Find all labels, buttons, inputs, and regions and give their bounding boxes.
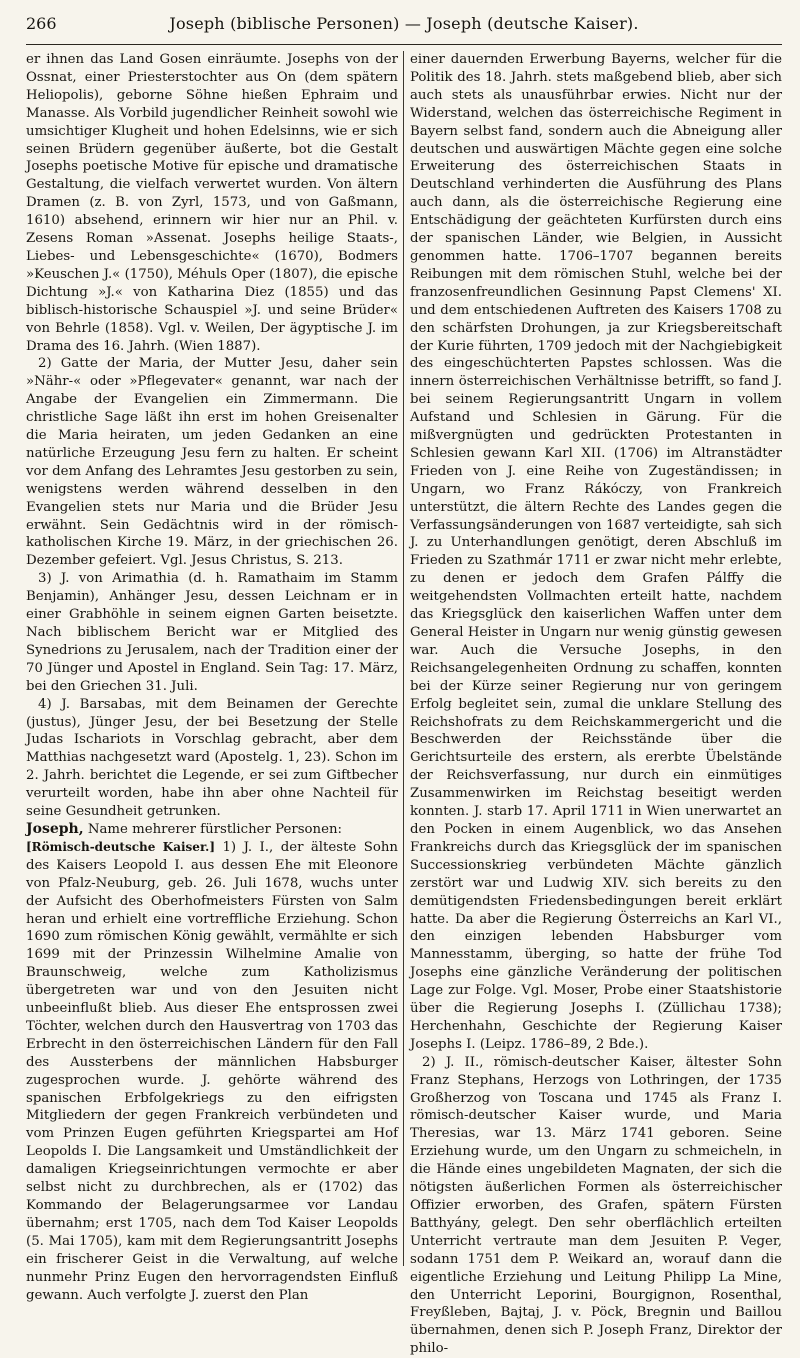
two-column-body — [26, 51, 782, 1357]
paragraph-joseph-2: 2) Gatte der Maria, der Mutter Jesu, daher sein »Nähr-« oder »Pflegevater« genannt, war nach der Angabe der Evangelien ein Zimmermann. Die christliche Sage läßt ihn erst im hohen Greisenalter die Maria heiraten, um jeden Gedanken an eine natürliche Erzeugung Jesu fern zu halten. Er scheint vor dem Anfang des Lehramtes Jesu gestorben zu sein, wenigstens werden während desselben in den Evangelien stets nur Maria und die Brüder Jesu erwähnt. Sein Gedächtnis wird in der römisch-katholischen Kirche 19. März, in der griechischen 26. Dezember gefeiert. Vgl. Jesus Christus, S. 213. — [26, 356, 398, 569]
paragraph-joseph-3: 3) J. von Arimathia (d. h. Ramathaim im Stamm Benjamin), Anhänger Jesu, dessen Leichnam er in einer Grabhöhle in seinem eignen Garten beisetzte. Nach biblischem Bericht war er Mitglied des Synedrions zu Jerusalem, nach der Tradition einer der 70 Jünger und Apostel in England. Sein Tag: 17. März, bei den Griechen 31. Juli. — [26, 571, 398, 694]
entry-heading-rest: Name mehrerer fürstlicher Personen: — [83, 821, 343, 837]
left-column — [26, 51, 403, 1303]
joseph-i-text: 1) J. I., der älteste Sohn des Kaisers Leopold I. aus dessen Ehe mit Eleonore von Pfalz-Neuburg, geb. 26. Juli 1678, wuchs unter der Aufsicht des Oberhofmeisters Fürsten von Salm heran und erhielt eine vortreffliche Erziehung. Schon 1690 zum römischen König gewählt, vermählte er sich 1699 mit der Prinzessin Wilhelmine Amalie von Braunschweig, welche zum Katholizismus übergetreten war und von den Jesuiten nicht unbeeinflußt blieb. Aus dieser Ehe entsprossen zwei Töchter, welchen durch den Hausvertrag von 1703 das Erbrecht in den österreichischen Ländern für den Fall des Aussterbens der männlichen Habsburger zugesprochen wurde. J. gehörte während des spanischen Erbfolgekriegs zu den eifrigsten Mitgliedern der gegen Frankreich verbündeten und vom Prinzen Eugen geführten Kriegspartei am Hof Leopolds I. Die Langsamkeit und Umständlichkeit der damaligen Kriegseinrichtungen vermochte er aber selbst nicht zu durchbrechen, als er (1702) das Kommando der Belagerungsarmee vor Landau übernahm; erst 1705, nach dem Tod Kaiser Leopolds (5. Mai 1705), kam mit dem Regierungsantritt Josephs ein frischerer Geist in die Verwaltung, auf welche nunmehr Prinz Eugen den hervorragendsten Einfluß gewann. Auch verfolgte J. zuerst den Plan — [26, 839, 398, 1303]
section-subhead: [Römisch-deutsche Kaiser.] — [26, 839, 216, 854]
running-head: Joseph (biblische Personen) — Joseph (deutsche Kaiser). — [169, 14, 639, 33]
entry-headword: Joseph, — [26, 820, 84, 837]
page-header — [26, 14, 782, 45]
paragraph-joseph-1-continued: er ihnen das Land Gosen einräumte. Josephs von der Ossnat, einer Priesterstochter aus On (dem spätern Heliopolis), geborne Söhne hießen Ephraim und Manasse. Als Vorbild jugendlicher Reinheit sowohl wie umsichtiger Klugheit und hohen Edelsinns, wie er sich seinen Brüdern gegenüber äußerte, bot die Gestalt Josephs poetische Motive für epische und dramatische Gestaltung, die vielfach verwertet wurden. Von ältern Dramen (z. B. von Zyrl, 1573, und von Gaßmann, 1610) absehend, erinnern wir hier nur an Phil. v. Zesens Roman »Assenat. Josephs heilige Staats-, Liebes- und Lebensgeschichte« (1670), Bodmers »Keuschen J.« (1750), Méhuls Oper (1807), die epische Dichtung »J.« von Katharina Diez (1855) und das biblisch-historische Schauspiel »J. und seine Brüder« von Behrle (1858). Vgl. v. Weilen, Der ägyptische J. im Drama des 16. Jahrh. (Wien 1887). — [26, 52, 398, 354]
paragraph-joseph-ii: 2) J. II., römisch-deutscher Kaiser, ältester Sohn Franz Stephans, Herzogs von Lothringen, der 1735 Großherzog von Toscana und 1745 als Franz I. römisch-deutscher Kaiser wurde, und Maria Theresias, war 13. März 1741 geboren. Seine Erziehung wurde, um den Ungarn zu schmeicheln, in die Hände eines ungebildeten Magnaten, der sich die nötigsten äußerlichen Formen als österreichischer Offizier erworben, des Grafen, spätern Fürsten Batthyány, gelegt. Den sehr oberflächlich erteilten Unterricht vertraute man dem Jesuiten P. Veger, sodann 1751 dem P. Weikard an, worauf dann die eigentliche Erziehung und Leitung Philipp La Mine, den Unterricht Leporini, Bourgignon, Rosenthal, Freyßleben, Bajtaj, J. v. Pöck, Bregnin und Baillou übernahmen, denen sich P. Joseph Franz, Direktor der philo- — [410, 1054, 782, 1357]
entry-joseph-persons — [26, 821, 398, 839]
page-number: 266 — [26, 14, 57, 33]
paragraph-joseph-i — [26, 839, 398, 1305]
paragraph-joseph-i-continued: einer dauernden Erwerbung Bayerns, welcher für die Politik des 18. Jahrh. stets maßgebend blieb, aber sich auch stets als unausführbar erwies. Nicht nur der Widerstand, welchen das österreichische Regiment in Bayern selbst fand, sondern auch die Abneigung aller deutschen und auswärtigen Mächte gegen eine solche Erweiterung des österreichischen Staats in Deutschland verhinderten die Ausführung des Plans auch dann, als die österreichische Regierung eine Entschädigung der geächteten Kurfürsten durch eins der spanischen Länder, wie Belgien, in Aussicht genommen hatte. 1706–1707 begannen bereits Reibungen mit dem römischen Stuhl, welche bei der franzosenfreundlichen Gesinnung Papst Clemens' XI. und dem entschiedenen Auftreten des Kaisers 1708 zu den schärfsten Drohungen, ja zur Kriegsbereitschaft der Kurie führten, 1709 jedoch mit der Nachgiebigkeit des eingeschüchterten Papstes schlossen. Was die innern österreichischen Verhältnisse betrifft, so fand J. bei seinem Regierungsantritt Ungarn in vollem Aufstand und Schlesien in Gärung. Für die mißvergnügten und gedrückten Protestanten in Schlesien gewann Karl XII. (1706) im Altranstädter Frieden von J. eine Reihe von Zugeständissen; in Ungarn, wo Franz Rákóczy, von Frankreich unterstützt, die ältern Rechte des Landes gegen die Verfassungsänderungen von 1687 verteidigte, sah sich J. zu Unterhandlungen genötigt, deren Abschluß im Frieden zu Szathmár 1711 er zwar nicht mehr erlebte, zu denen er jedoch dem Grafen Pálffy die weitgehendsten Vollmachten erteilt hatte, nachdem das Kriegsglück den kaiserlichen Waffen unter dem General Heister in Ungarn nur wenig günstig gewesen war. Auch die Versuche Josephs, in den Reichsangelegenheiten Ordnung zu schaffen, konnten bei der Kürze seiner Regierung nur von geringem Erfolg begleitet sein, zumal die unklare Stellung des Reichshofrats zu dem Reichskammergericht und die Beschwerden der Reichsstände über die Gerichtsurteile des erstern, als ererbte Übelstände der Reichsverfassung, nur durch ein einmütiges Zusammenwirken im Reichstag beseitigt werden konnten. J. starb 17. April 1711 in Wien unerwartet an den Pocken in einem Augenblick, wo das Ansehen Frankreichs durch das Kriegsglück der im spanischen Successionskrieg verbündeten Mächte gänzlich zerstört war und Ludwig XIV. sich bereits zu den demütigendsten Friedensbedingungen bereit erklärt hatte. Da aber die Regierung Österreichs an Karl VI., den einzigen lebenden Habsburger vom Mannesstamm, überging, so hatte der frühe Tod Josephs eine gänzliche Veränderung der politischen Lage zur Folge. Vgl. Moser, Probe einer Staatshistorie über die Regierung Josephs I. (Züllichau 1738); Herchenhahn, Geschichte der Regierung Kaiser Josephs I. (Leipz. 1786–89, 2 Bde.). — [410, 52, 782, 1052]
paragraph-joseph-4: 4) J. Barsabas, mit dem Beinamen der Gerechte (justus), Jünger Jesu, der bei Besetzung der Stelle Judas Ischariots in Vorschlag gebracht, aber dem Matthias nachgesetzt ward (Apostelg. 1, 23). Schon im 2. Jahrh. berichtet die Legende, er sei zum Giftbecher verurteilt worden, habe ihn aber ohne Nachteil für seine Gesundheit getrunken. — [26, 696, 398, 820]
right-column — [403, 51, 782, 1357]
